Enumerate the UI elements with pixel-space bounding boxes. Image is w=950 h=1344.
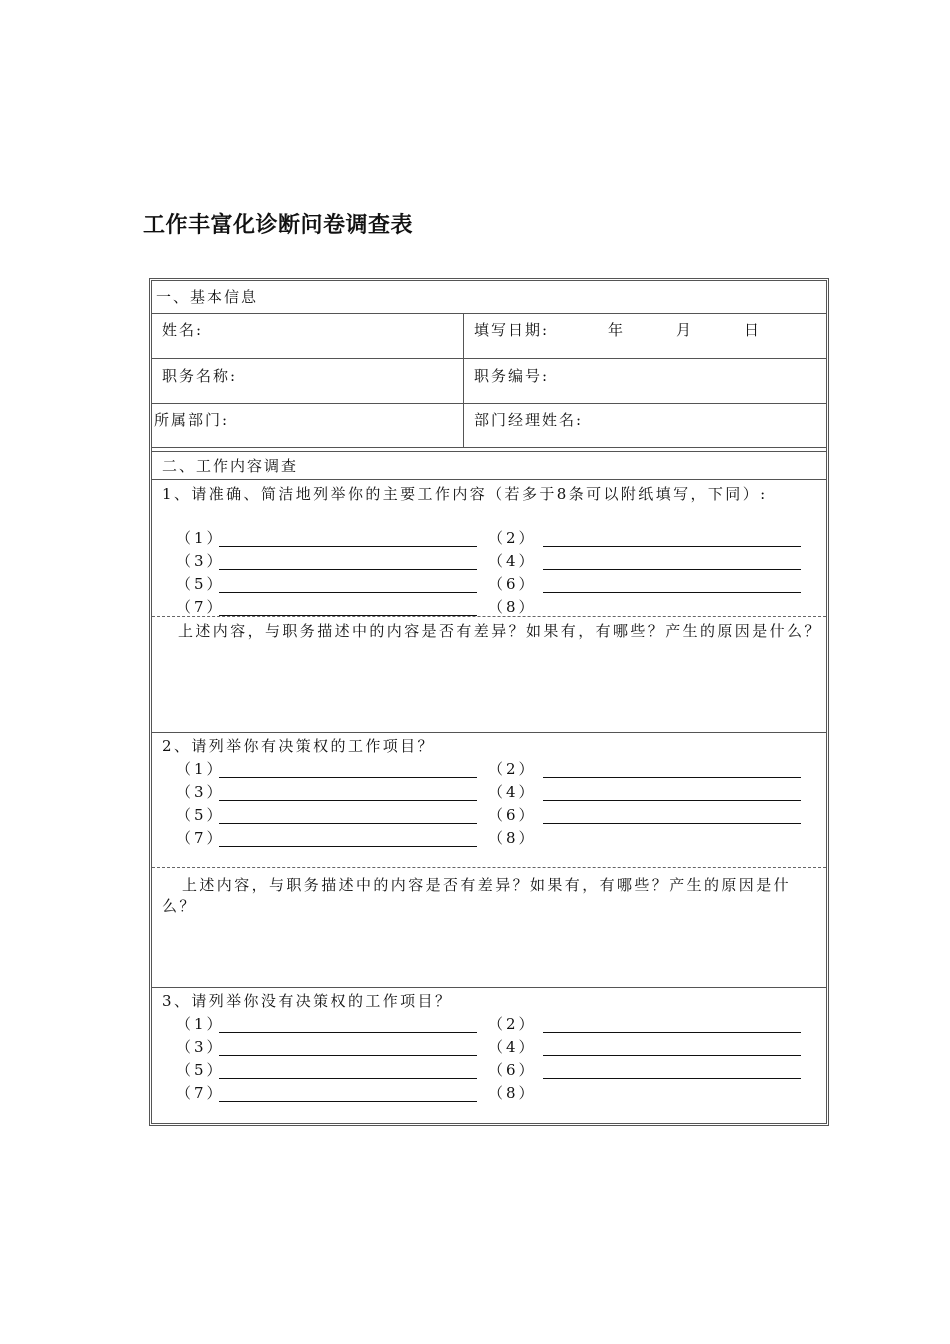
questionnaire-form [149, 278, 829, 1126]
divider [152, 313, 826, 314]
column-divider [463, 313, 464, 447]
q2-item-7-label: （7） [176, 829, 225, 847]
name-label: 姓名: [162, 321, 204, 339]
q3-item-3-line [219, 1055, 477, 1056]
job-title-label: 职务名称: [162, 367, 238, 385]
q1-item-5-label: （5） [176, 575, 225, 593]
q2-item-1-line [219, 777, 477, 778]
q1-item-6-line [543, 592, 801, 593]
q2-item-5-label: （5） [176, 806, 225, 824]
q1-item-7-label: （7） [176, 598, 225, 616]
q2-item-2-line [543, 777, 801, 778]
q3-item-2-label: （2） [488, 1015, 537, 1033]
q3-item-5-label: （5） [176, 1061, 225, 1079]
q3-item-3-label: （3） [176, 1038, 225, 1056]
question-1-followup: 上述内容，与职务描述中的内容是否有差异？如果有，有哪些？产生的原因是什么？ [178, 622, 822, 640]
q1-item-5-line [219, 592, 477, 593]
dashed-divider [152, 616, 826, 617]
q1-item-4-line [543, 569, 801, 570]
divider [152, 732, 826, 733]
q2-item-4-label: （4） [488, 783, 537, 801]
question-1-prompt: 1、请准确、简洁地列举你的主要工作内容（若多于8条可以附纸填写，下同）: [162, 485, 768, 503]
q1-item-6-label: （6） [488, 575, 537, 593]
date-year-label: 年 [608, 321, 626, 339]
section-divider [152, 447, 826, 452]
date-month-label: 月 [676, 321, 694, 339]
question-2-prompt: 2、请列举你有决策权的工作项目？ [162, 737, 435, 755]
job-number-label: 职务编号: [474, 367, 550, 385]
q1-item-2-line [543, 546, 801, 547]
q3-item-6-label: （6） [488, 1061, 537, 1079]
q2-item-5-line [219, 823, 477, 824]
q1-item-8-label: （8） [488, 598, 537, 616]
q3-item-7-label: （7） [176, 1084, 225, 1102]
department-label: 所属部门: [154, 411, 230, 429]
q2-item-1-label: （1） [176, 760, 225, 778]
divider [152, 479, 826, 480]
q2-item-6-label: （6） [488, 806, 537, 824]
q3-item-4-label: （4） [488, 1038, 537, 1056]
manager-name-label: 部门经理姓名: [474, 411, 584, 429]
q2-item-7-line [219, 846, 477, 847]
q2-item-2-label: （2） [488, 760, 537, 778]
page-title: 工作丰富化诊断问卷调查表 [143, 213, 414, 238]
q1-item-2-label: （2） [488, 529, 537, 547]
q2-item-8-label: （8） [488, 829, 537, 847]
q3-item-7-line [219, 1101, 477, 1102]
q2-item-4-line [543, 800, 801, 801]
q1-item-1-line [219, 546, 477, 547]
q3-item-6-line [543, 1078, 801, 1079]
q2-item-3-line [219, 800, 477, 801]
q3-item-4-line [543, 1055, 801, 1056]
q1-item-1-label: （1） [176, 529, 225, 547]
divider [152, 403, 826, 404]
q2-item-3-label: （3） [176, 783, 225, 801]
divider [152, 358, 826, 359]
q3-item-2-line [543, 1032, 801, 1033]
section-work-content-heading: 二、工作内容调查 [162, 457, 299, 475]
q1-item-3-line [219, 569, 477, 570]
q2-item-6-line [543, 823, 801, 824]
divider [152, 987, 826, 988]
q3-item-5-line [219, 1078, 477, 1079]
q1-item-4-label: （4） [488, 552, 537, 570]
fill-date-label: 填写日期: [474, 321, 550, 339]
q3-item-1-label: （1） [176, 1015, 225, 1033]
q3-item-1-line [219, 1032, 477, 1033]
section-basic-info-heading: 一、基本信息 [156, 288, 259, 306]
question-2-followup: 上述内容，与职务描述中的内容是否有差异？如果有，有哪些？产生的原因是什么？ [162, 876, 792, 915]
question-3-prompt: 3、请列举你没有决策权的工作项目？ [162, 992, 453, 1010]
q1-item-3-label: （3） [176, 552, 225, 570]
q3-item-8-label: （8） [488, 1084, 537, 1102]
dashed-divider [152, 867, 826, 868]
date-day-label: 日 [744, 321, 762, 339]
